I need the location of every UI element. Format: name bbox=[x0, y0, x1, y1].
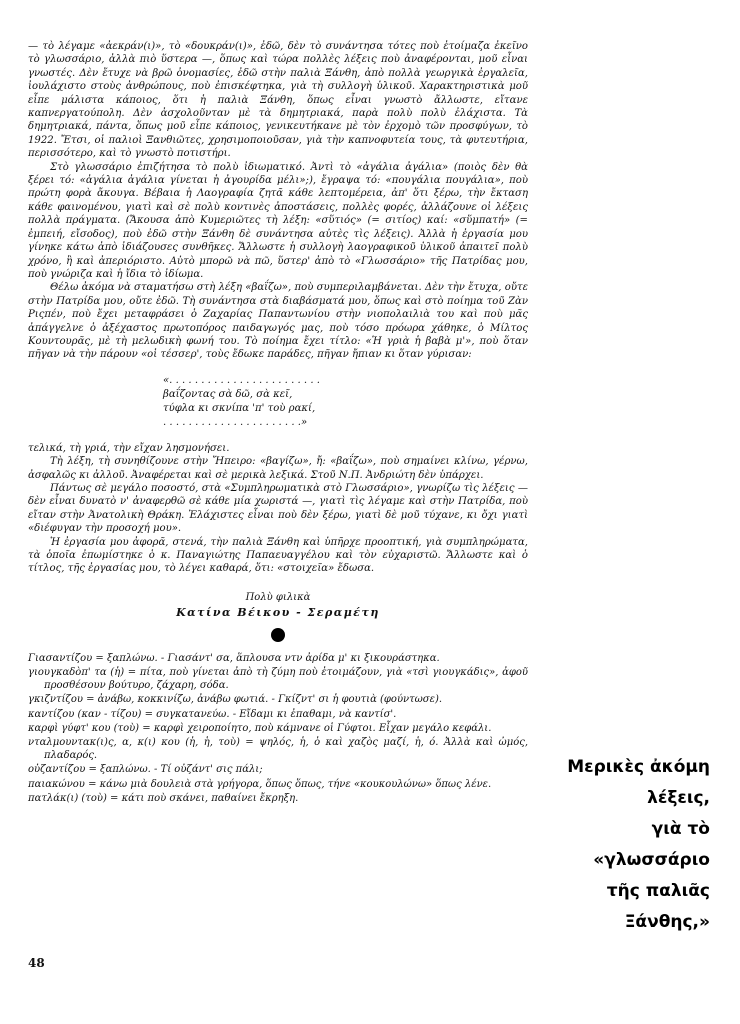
article-paragraph: Πάντως σὲ μεγάλο ποσοστό, στὰ «Συμπληρωματικὰ στὸ Γλωσσάριο», γνωρίζω τὶς λέξεις — δὲν εἶναι δυνατὸ ν' ἀναφερθῶ σὲ κάθε μία χωριστά —, γιατὶ τὶς λέγαμε καὶ στὴν Πατρίδα, ποὺ εἴταν στὴν Ἀνατολικὴ Θράκη. Ἐλάχιστες εἶναι ποὺ δὲν ξέρω, γιατὶ δὲ μοῦ τύχανε, κι ὄχι γιατὶ «διέφυγαν τὴν προσοχή μου». bbox=[28, 482, 528, 535]
glossary-list bbox=[28, 652, 528, 805]
article-paragraph: τελικά, τὴ γριά, τὴν εἴχαν λησμονήσει. bbox=[28, 442, 230, 454]
glossary-entry: Γιασαντίζου = ξαπλώνω. - Γιασάντ' σα, ἅπλουσα ντν ἀρίδα μ' κι ξικουράστηκα. bbox=[28, 652, 440, 664]
glossary-entry: νταλμουντακ(ι)ς, α, κ(ι) κου (ἡ, ἡ, τοὺ) = ψηλός, ἡ, ὁ καὶ χαζὸς μαζί, ἡ, ό. Ἀλλὰ καὶ ὠμός, πλαδαρός. bbox=[28, 737, 528, 762]
glossary-entry: γκιζντίζου = ἀνάβω, κοκκινίζω, ἀνάβω φωτιά. - Γκίζντ' σι ἡ φουτιὰ (φούντωσε). bbox=[28, 694, 443, 706]
glossary-entry: καντίζου (καν - τίζου) = συγκατανεύω. - Εἴδαμι κι ἐπαθαμι, νὰ καντίσ'. bbox=[28, 708, 397, 720]
article-paragraph: Θέλω ἀκόμα νὰ σταματήσω στὴ λέξη «βαΐζω», ποὺ συμπεριλαμβάνεται. Δὲν τὴν ἔτυχα, οὔτε στὴν Πατρίδα μου, οὔτε ἐδῶ. Τὴ συνάντησα στὰ διαβάσματά μου, ὅπως καὶ στὸ ποίημα τοῦ Ζὰν Ριςπέν, ποὺ ἔχει μεταφράσει ὁ Ζαχαρίας Παπαντωνίου στὴν νιοπολαιλιὰ του καὶ ποὺ μᾶς ἀπάγγελνε ὁ ἀξέχαστος πρωτοπόρος παιδαγωγός μας, ποὺ τόσο πρόωρα χάθηκε, ὁ Μίλτος Κουντουρᾶς, μὲ τὴ μελωδικὴ φωνή του. Τὸ ποίημα ἔχει τίτλο: «Ἡ γριὰ ἡ βαβὰ μ'», ποὺ ὅταν πῆγαν νὰ τὴν πάρουν «οἱ τέσσερ', τοὺς ἔδωκε παράδες, πῆγαν ἤπιαν κι ὅταν γύρισαν: bbox=[28, 282, 528, 361]
closing-line: Πολὺ φιλικὰ bbox=[245, 591, 311, 603]
sidebar-title-line: Ξάνθης,» bbox=[624, 912, 710, 932]
sidebar-title-line: λέξεις, bbox=[647, 788, 710, 808]
glossary-entry: καρφὶ γύφτ' κου (τοὺ) = καρφὶ χειροποίητο, ποὺ κάμνανε οἱ Γύφτοι. Εἶχαν μεγάλο κεφάλι. bbox=[28, 722, 492, 734]
glossary-entry: πατλάκ(ι) (τοὺ) = κάτι ποὺ σκάνει, παθαίνει ἔκρηξη. bbox=[28, 792, 299, 804]
sidebar-title-line: «γλωσσάριο bbox=[593, 850, 710, 870]
poem-line: . . . . . . . . . . . . . . . . . . . . . .» bbox=[163, 416, 308, 428]
sidebar-title-line: γιὰ τὸ bbox=[651, 819, 710, 839]
author-name: Κατίνα Βέικου - Σεραμέτη bbox=[176, 605, 380, 619]
article-paragraph: Ἡ ἐργασία μου ἀφορᾶ, στενά, τὴν παλιὰ Ξάνθη καὶ ὑπῆρχε προοπτική, γιὰ συμπληρώματα, τὰ ὁποῖα ἐπωμίστηκε ὁ κ. Παναγιώτης Παπαευαγγέλου καὶ τὸν εὐχαριστῶ. Ἄλλωστε καὶ ὁ τίτλος, τῆς ἐργασίας μου, τὸ λέγει καθαρά, ὅτι: «στοιχεῖα» ἔδωσα. bbox=[28, 536, 528, 575]
article-paragraph: Τὴ λέξη, τὴ συνηθίζουνε στὴν Ἤπειρο: «βαγίζω», ἤ: «βαΐζω», ποὺ σημαίνει κλίνω, γέρνω, ἀσφαλῶς κι ἀλλοῦ. Ἀναφέρεται καὶ σὲ μερικὰ λεξικά. Στοῦ Ν.Π. Ἀνδριώτη δὲν ὑπάρχει. bbox=[28, 456, 528, 481]
poem-excerpt bbox=[163, 374, 528, 430]
poem-line: τύφλα κι σκνίπα 'π' τοὺ ρακί, bbox=[163, 402, 316, 414]
article-paragraph: Στὸ γλωσσάριο ἐπιζήτησα τὸ πολὺ ἰδιωματικό. Ἀντὶ τὸ «ἀγάλια ἀγάλια» (ποιὸς δὲν θὰ ξέρει τό: «ἀγάλια ἀγάλια γίνεται ἡ ἀγουρίδα μέλι»;), ἔγραψα τό: «πουγάλια πουγάλια», ποὺ πρώτη φορὰ ἄκουγα. Βέβαια ἡ Λαογραφία ζητᾶ κάθε λεπτομέρεια, ἀπ' ὅτι ξέρω, τὴν ἔκταση κάθε φαινομένου, γιατὶ καὶ σὲ πολὺ κοντινὲς ἀποστάσεις, πολλὲς φορές, ἀλλάζουνε οἱ λέξεις πολλὰ πράγματα. (Ἄκουσα ἀπὸ Κυμεριῶτες τὴ λέξη: «σὕτιός» (= σιτίος) καί: «σὕμπατή» (= ἐμπειή, εἴσοδος), ποὺ ἐδῶ στὴν Ξάνθη δὲ συνάντησα αὐτὲς τὶς λέξεις). Ἀλλὰ ἡ ἐργασία μου γίνηκε κάτω ἀπὸ ἰδιάζουσες συνθῆκες. Ἄλλωστε ἡ συλλογὴ λαογραφικοῦ ὑλικοῦ ἀπαιτεῖ πολὺ χρόνο, ἢ καὶ ἀπεριόριστο. Αὐτὸ μπορῶ νὰ πῶ, ὕστερ' ἀπὸ τὸ «Γλωσσάριο» τῆς Πατρίδας μου, ποὺ γνώριζα καὶ ἡ ἴδια τὸ ἰδίωμα. bbox=[28, 161, 528, 280]
page-number: 48 bbox=[28, 956, 45, 970]
article-paragraph: — τὸ λέγαμε «ἀεκράν(ι)», τὸ «δουκράν(ι)», ἐδῶ, δὲν τὸ συνάντησα τότες ποὺ ἑτοίμαζα ἐκεῖνο τὸ γλωσσάριο, ἀλλὰ πιὸ ὕστερα —, ὅπως καὶ τώρα πολλὲς λέξεις ποὺ ἀναφέρονται, μοῦ εἶναι γνωστές. Δὲν ἔτυχε νὰ βρῶ ὀνομασίες, ἐδῶ στὴν παλιὰ Ξάνθη, ἀπὸ πολλὰ γεωργικὰ ἐργαλεῖα, ἰουλάχιστο στοὺς ἀνθρώπους, ποὺ ἐπισκέφτηκα, γιὰ τὴ συλλογὴ ὑλικοῦ. Χαρακτηριστικὰ μοῦ εἶπε μάλιστα κάποιος, ὅτι ἡ παλιὰ Ξάνθη, ὅπως εἶναι γνωστὸ ἄλλωστε, εἴτανε καπνεργατούπολη. Δὲν ἀσχολοῦνταν μὲ τὰ δημητριακά, παρὰ πολὺ πολὺ ἐλάχιστα. Τὰ δημητριακά, πάντα, ὅπως μοῦ εἶπε κάποιος, γενικευτήκανε μὲ τὸν ἐρχομὸ τῶν προσφύγων, τὸ 1922. Ἔτσι, οἱ παλιοὶ Ξανθιῶτες, χρησιμοποιοῦσαν, γιὰ τὴν καπνοφυτεία τους, τὰ φυτευτήρια, περισσότερο, καὶ τὸ γνωστὸ ποτιστήρι. bbox=[28, 41, 528, 160]
section-bullet-icon bbox=[271, 628, 285, 642]
sidebar-title bbox=[540, 752, 710, 938]
sidebar-title-line: Μερικὲς ἀκόμη bbox=[567, 757, 710, 777]
poem-line: «. . . . . . . . . . . . . . . . . . . . . . . . bbox=[163, 374, 320, 386]
glossary-entry: γιουγκαδὸπ' τα (ἡ) = πίτα, ποὺ γίνεται ἀπὸ τὴ ζύμη ποὺ ἑτοιμάζουν, γιὰ «τσὶ γιουγκάδις», ἀφοῦ προσθέσουν βούτυρο, ζάχαρη, σόδα. bbox=[28, 667, 528, 692]
poem-line: βαΐζοντας σὰ δῶ, σὰ κεῖ, bbox=[163, 388, 293, 400]
glossary-entry: παιακώνου = κάνω μιὰ δουλειὰ στὰ γρήγορα, ὅπως ὅπως, τήνε «κουκουλώνω» ὅπως λένε. bbox=[28, 778, 492, 790]
article-column bbox=[28, 40, 528, 806]
glossary-entry: οὐζαντίζου = ξαπλώνω. - Τί οὐζάντ' σις πάλι; bbox=[28, 764, 263, 776]
signature-block bbox=[28, 590, 528, 620]
sidebar-title-line: τῆς παλιᾶς bbox=[606, 881, 710, 901]
